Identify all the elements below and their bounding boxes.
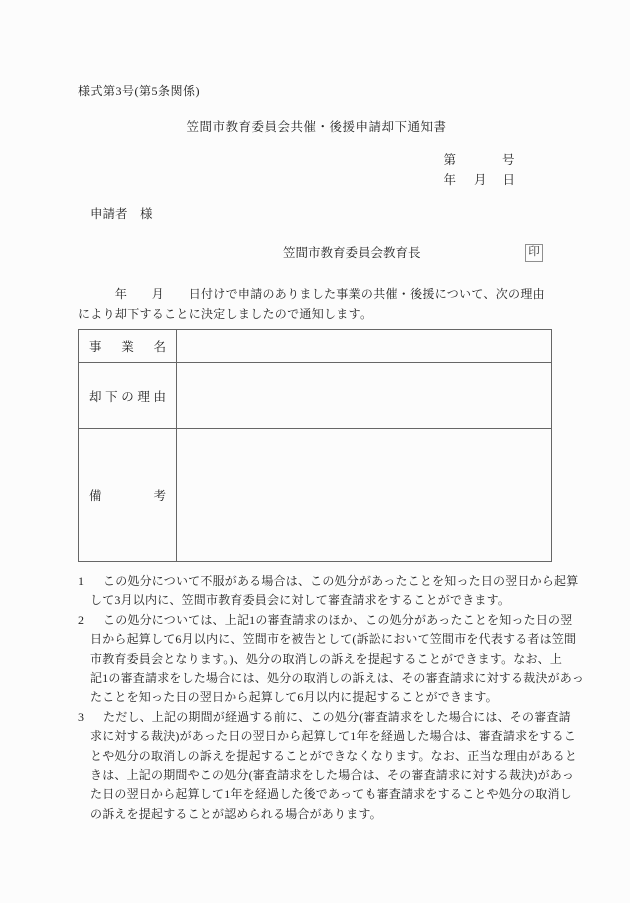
note-text: ただし、上記の期間が経過する前に、この処分(審査請求をした場合には、その審査請 (103, 709, 571, 724)
table-row-project-name (79, 330, 551, 363)
recipient-line: 申請者 様 (90, 207, 153, 221)
doc-number-line (443, 151, 515, 171)
note-line: とや処分の取消しの訴えを提起することができなくなります。なお、正当な理由があると (90, 748, 578, 763)
body-line: 年 月 日付けで申請のありました事業の共催・後援について、次の理由 (78, 287, 545, 301)
rejection-table (78, 329, 552, 562)
body-paragraph (78, 285, 555, 324)
body-line: により却下することに決定しましたので通知します。 (78, 306, 373, 321)
date-month-label: 月 (473, 172, 487, 187)
date-line (443, 171, 515, 191)
note-line (78, 572, 579, 591)
legal-notes (78, 572, 585, 824)
note-text: この処分については、上記1の審査請求のほか、この処分があったことを知った日の翌 (103, 612, 573, 627)
date-day-label: 日 (502, 172, 515, 187)
note-text: この処分について不服がある場合は、この処分があったことを知った日の翌日から起算 (103, 574, 579, 588)
form-number: 様式第3号(第5条関係) (78, 84, 200, 98)
remarks-label: 備 考 (89, 489, 166, 503)
note-item-2 (78, 611, 585, 708)
table-row-remarks (79, 429, 551, 561)
document-meta (443, 151, 515, 190)
rejection-reason-label: 却 下 の 理 由 (89, 389, 166, 404)
issuer-line (78, 244, 555, 262)
note-line: 求に対する裁決)があった日の翌日から起算して1年を経過した場合は、審査請求をするこ (90, 729, 577, 744)
seal-mark (525, 244, 543, 262)
note-line: た日の翌日から起算して1年を経過した後であっても審査請求をすることや処分の取消し (90, 787, 572, 802)
project-name-label: 事 業 名 (89, 340, 166, 354)
rejection-reason-field (177, 363, 551, 428)
note-number: 3 (78, 709, 85, 724)
issuer-name: 笠間市教育委員会教育長 (283, 246, 421, 260)
note-line (78, 611, 573, 630)
rejection-reason-label-cell (79, 363, 177, 428)
table-row-rejection-reason (79, 363, 551, 429)
note-line: 市教育委員会となります。)、処分の取消しの訴えを提起することができます。なお、上 (90, 651, 563, 666)
note-line: の訴えを提起することが認められる場合があります。 (90, 806, 382, 821)
date-year-label: 年 (443, 172, 456, 187)
project-name-label-cell (79, 330, 177, 362)
note-line: 日から起算して6月以内に、笠間市を被告として(訴訟において笠間市を代表する者は笠間 (90, 632, 577, 647)
document-title: 笠間市教育委員会共催・後援申請却下通知書 (186, 120, 447, 134)
note-line: きは、上記の期間やこの処分(審査請求をした場合は、その審査請求に対する裁決)があっ (90, 768, 575, 783)
note-line: して3月以内に、笠間市教育委員会に対して審査請求をすることができます。 (90, 593, 511, 608)
remarks-label-cell (79, 429, 177, 561)
seal-character: 印 (528, 246, 540, 259)
remarks-field (177, 429, 551, 561)
doc-number-suffix: 号 (501, 153, 515, 167)
note-number: 2 (78, 612, 85, 627)
project-name-field (177, 330, 551, 362)
note-number: 1 (78, 574, 85, 588)
doc-number-prefix: 第 (443, 153, 456, 167)
note-item-3 (78, 708, 578, 824)
note-item-1 (78, 572, 579, 611)
note-line: 記1の審査請求をした場合には、処分の取消しの訴えは、その審査請求に対する裁決があっ (90, 671, 585, 686)
note-line: たことを知った日の翌日から起算して6月以内に提起することができます。 (90, 690, 498, 705)
note-line (78, 708, 571, 727)
